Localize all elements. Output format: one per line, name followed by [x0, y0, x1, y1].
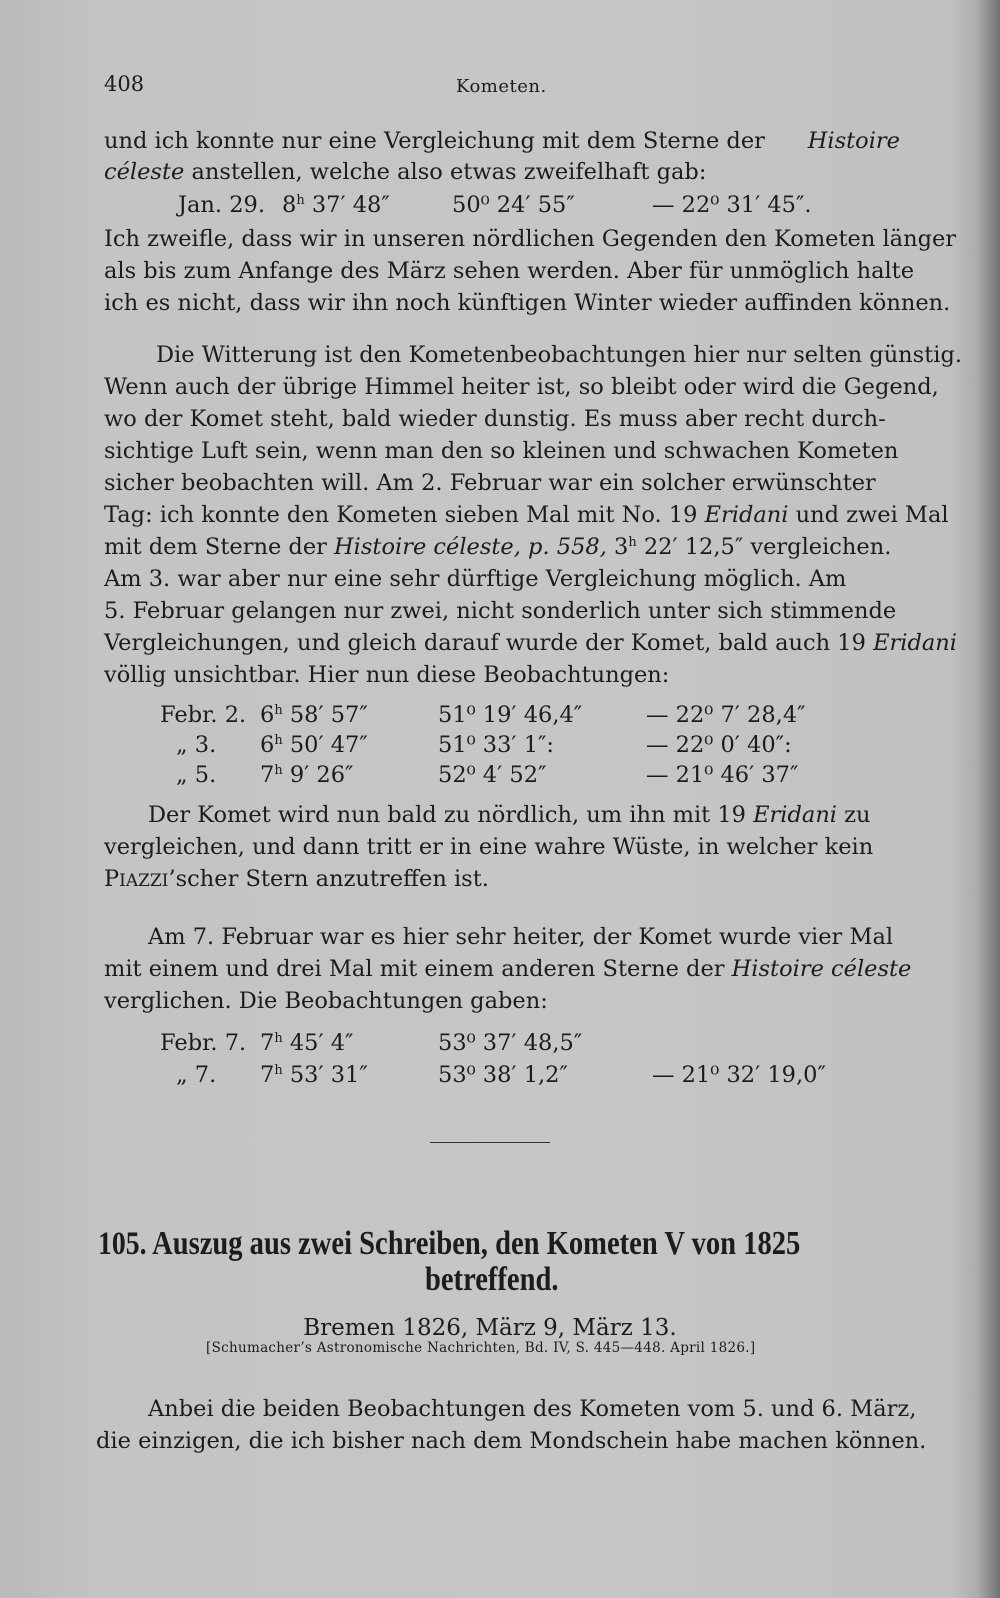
obs-time: 7$^h$ 9′ 26″ — [260, 762, 354, 788]
obs-date: „ 7. — [176, 1062, 217, 1088]
obs-ra: 51⁰ 33′ 1″: — [438, 732, 554, 758]
obs-time: 6$^h$ 58′ 57″ — [260, 702, 368, 728]
obs-date: Jan. 29. — [178, 192, 266, 218]
text-line: verglichen. Die Beobachtungen gaben: — [104, 988, 548, 1014]
obs-ra: 50⁰ 24′ 55″ — [452, 192, 575, 218]
obs-ra: 52⁰ 4′ 52″ — [438, 762, 547, 788]
text-line: die einzigen, die ich bisher nach dem Mondschein habe machen können. — [96, 1428, 927, 1454]
text-line: Wenn auch der übrige Himmel heiter ist, so bleibt oder wird die Gegend, — [104, 374, 939, 400]
text-line: völlig unsichtbar. Hier nun diese Beobachtungen: — [104, 662, 670, 688]
obs-date: „ 3. — [176, 732, 217, 758]
running-title: Kometen. — [456, 76, 547, 97]
text-line: céleste anstellen, welche also etwas zweifelhaft gab: — [104, 159, 707, 185]
running-header — [104, 72, 904, 102]
obs-time: 7$^h$ 45′ 4″ — [260, 1030, 354, 1056]
text-line: wo der Komet steht, bald wieder dunstig. Es muss aber recht durch- — [104, 406, 886, 432]
text-line: Der Komet wird nun bald zu nördlich, um ihn mit 19 Eridani zu — [148, 802, 871, 828]
text-line: Am 7. Februar war es hier sehr heiter, der Komet wurde vier Mal — [148, 924, 894, 950]
text-line: Ich zweifle, dass wir in unseren nördlichen Gegenden den Kometen länger — [104, 226, 957, 252]
obs-time: 8$^h$ 37′ 48″ — [282, 192, 390, 218]
obs-dec: — 21⁰ 46′ 37″ — [646, 762, 799, 788]
text-line: 5. Februar gelangen nur zwei, nicht sonderlich unter sich stimmende — [104, 598, 897, 624]
obs-time: 6$^h$ 50′ 47″ — [260, 732, 368, 758]
section-number: 105. — [98, 1226, 147, 1262]
section-place-date: Bremen 1826, März 9, März 13. — [303, 1315, 677, 1341]
text-line: PIAZZI’scher Stern anzutreffen ist. — [104, 866, 489, 892]
text-line: sichtige Luft sein, wenn man den so kleinen und schwachen Kometen — [104, 438, 899, 464]
text-line: Am 3. war aber nur eine sehr dürftige Vergleichung möglich. Am — [104, 566, 847, 592]
obs-dec: — 21⁰ 32′ 19,0″ — [652, 1062, 826, 1088]
section-divider — [430, 1142, 550, 1143]
obs-date: „ 5. — [176, 762, 217, 788]
obs-ra: 53⁰ 38′ 1,2″ — [438, 1062, 568, 1088]
obs-ra: 51⁰ 19′ 46,4″ — [438, 702, 583, 728]
page-edge-shadow — [978, 0, 1000, 1598]
text-line: mit dem Sterne der Histoire céleste, p. 558, 3$^h$ 22′ 12,5″ vergleichen. — [104, 534, 892, 560]
obs-date: Febr. 7. — [160, 1030, 247, 1056]
section-title: Auszug aus zwei Schreiben, den Kometen V von 1825 — [152, 1225, 801, 1262]
text-line: und ich konnte nur eine Vergleichung mit dem Sterne der Histoire — [104, 128, 900, 154]
text-line: Anbei die beiden Beobachtungen des Kometen vom 5. und 6. März, — [148, 1396, 917, 1422]
text-line: Vergleichungen, und gleich darauf wurde der Komet, bald auch 19 Eridani — [104, 630, 957, 656]
text-line: mit einem und drei Mal mit einem anderen Sterne der Histoire céleste — [104, 956, 912, 982]
obs-dec: — 22⁰ 7′ 28,4″ — [646, 702, 806, 728]
text-line: vergleichen, und dann tritt er in eine wahre Wüste, in welcher kein — [104, 834, 874, 860]
page-number: 408 — [104, 72, 145, 96]
text-line: ich es nicht, dass wir ihn noch künftigen Winter wieder auffinden können. — [104, 290, 951, 316]
text-line: als bis zum Anfange des März sehen werden. Aber für unmöglich halte — [104, 258, 915, 284]
text-line: Tag: ich konnte den Kometen sieben Mal mit No. 19 Eridani und zwei Mal — [104, 502, 949, 528]
source-citation: [Schumacher’s Astronomische Nachrichten, Bd. IV, S. 445—448. April 1826.] — [206, 1340, 756, 1356]
obs-dec: — 22⁰ 0′ 40″: — [646, 732, 792, 758]
obs-date: Febr. 2. — [160, 702, 247, 728]
obs-dec: — 22⁰ 31′ 45″. — [652, 192, 812, 218]
text-line: Die Witterung ist den Kometenbeobachtungen hier nur selten günstig. — [156, 342, 963, 368]
text-line: sicher beobachten will. Am 2. Februar war ein solcher erwünschter — [104, 470, 876, 496]
section-heading-cont: betreffend. — [425, 1261, 559, 1298]
obs-ra: 53⁰ 37′ 48,5″ — [438, 1030, 583, 1056]
obs-time: 7$^h$ 53′ 31″ — [260, 1062, 368, 1088]
